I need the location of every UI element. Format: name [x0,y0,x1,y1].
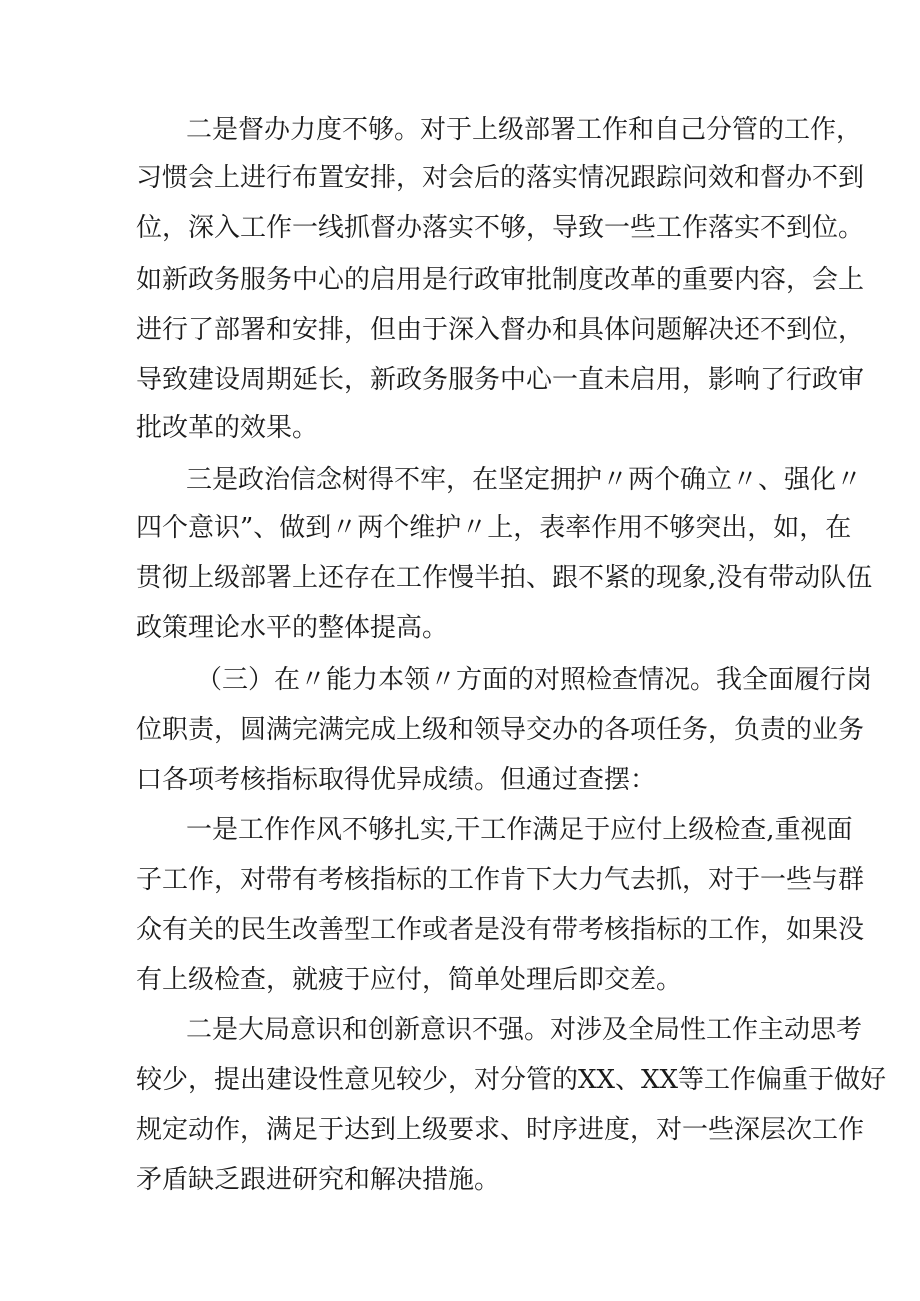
text-line: 矛盾缺乏跟进研究和解决措施。 [136,1165,501,1195]
text-line: 政策理论水平的整体提高。 [136,613,449,643]
text-line: 导致建设周期延长，新政务服务中心一直未启用，影响了行政审 [136,365,865,395]
text-line: 位职责，圆满完满完成上级和领导交办的各项任务，负责的业务 [136,715,865,745]
text-line: 四个意识”、做到〃两个维护〃上，表率作用不够突出，如，在 [136,513,852,543]
text-line: 口各项考核指标取得优异成绩。但通过查摆： [136,765,657,795]
text-line: 二是督办力度不够。对于上级部署工作和自己分管的工作， [186,115,863,145]
text-line: 有上级检查，就疲于应付，简单处理后即交差。 [136,965,683,995]
text-line: 三是政治信念树得不牢，在坚定拥护〃两个确立〃、强化〃 [186,465,863,495]
text-line: 如新政务服务中心的启用是行政审批制度改革的重要内容，会上 [136,265,865,295]
text-line: 进行了部署和安排，但由于深入督办和具体问题解决还不到位， [136,315,865,345]
text-line: 一是工作作风不够扎实,干工作满足于应付上级检查,重视面 [186,815,853,845]
text-line: 规定动作，满足于达到上级要求、时序进度，对一些深层次工作 [136,1115,865,1145]
text-line: 批改革的效果。 [136,413,319,443]
text-line: 习惯会上进行布置安排，对会后的落实情况跟踪问效和督办不到 [136,163,865,193]
text-line: 贯彻上级部署上还存在工作慢半拍、跟不紧的现象,没有带动队伍 [136,563,873,593]
text-line: 众有关的民生改善型工作或者是没有带考核指标的工作，如果没 [136,915,865,945]
text-line: 位，深入工作一线抓督办落实不够，导致一些工作落实不到位。 [136,213,865,243]
text-line: 二是大局意识和创新意识不强。对涉及全局性工作主动思考 [186,1015,863,1045]
text-line: 较少，提出建设性意见较少，对分管的XX、XX等工作偏重于做好 [136,1065,887,1095]
text-line: （三）在〃能力本领〃方面的对照检查情况。我全面履行岗 [196,665,873,695]
text-line: 子工作，对带有考核指标的工作肯下大力气去抓，对于一些与群 [136,865,865,895]
